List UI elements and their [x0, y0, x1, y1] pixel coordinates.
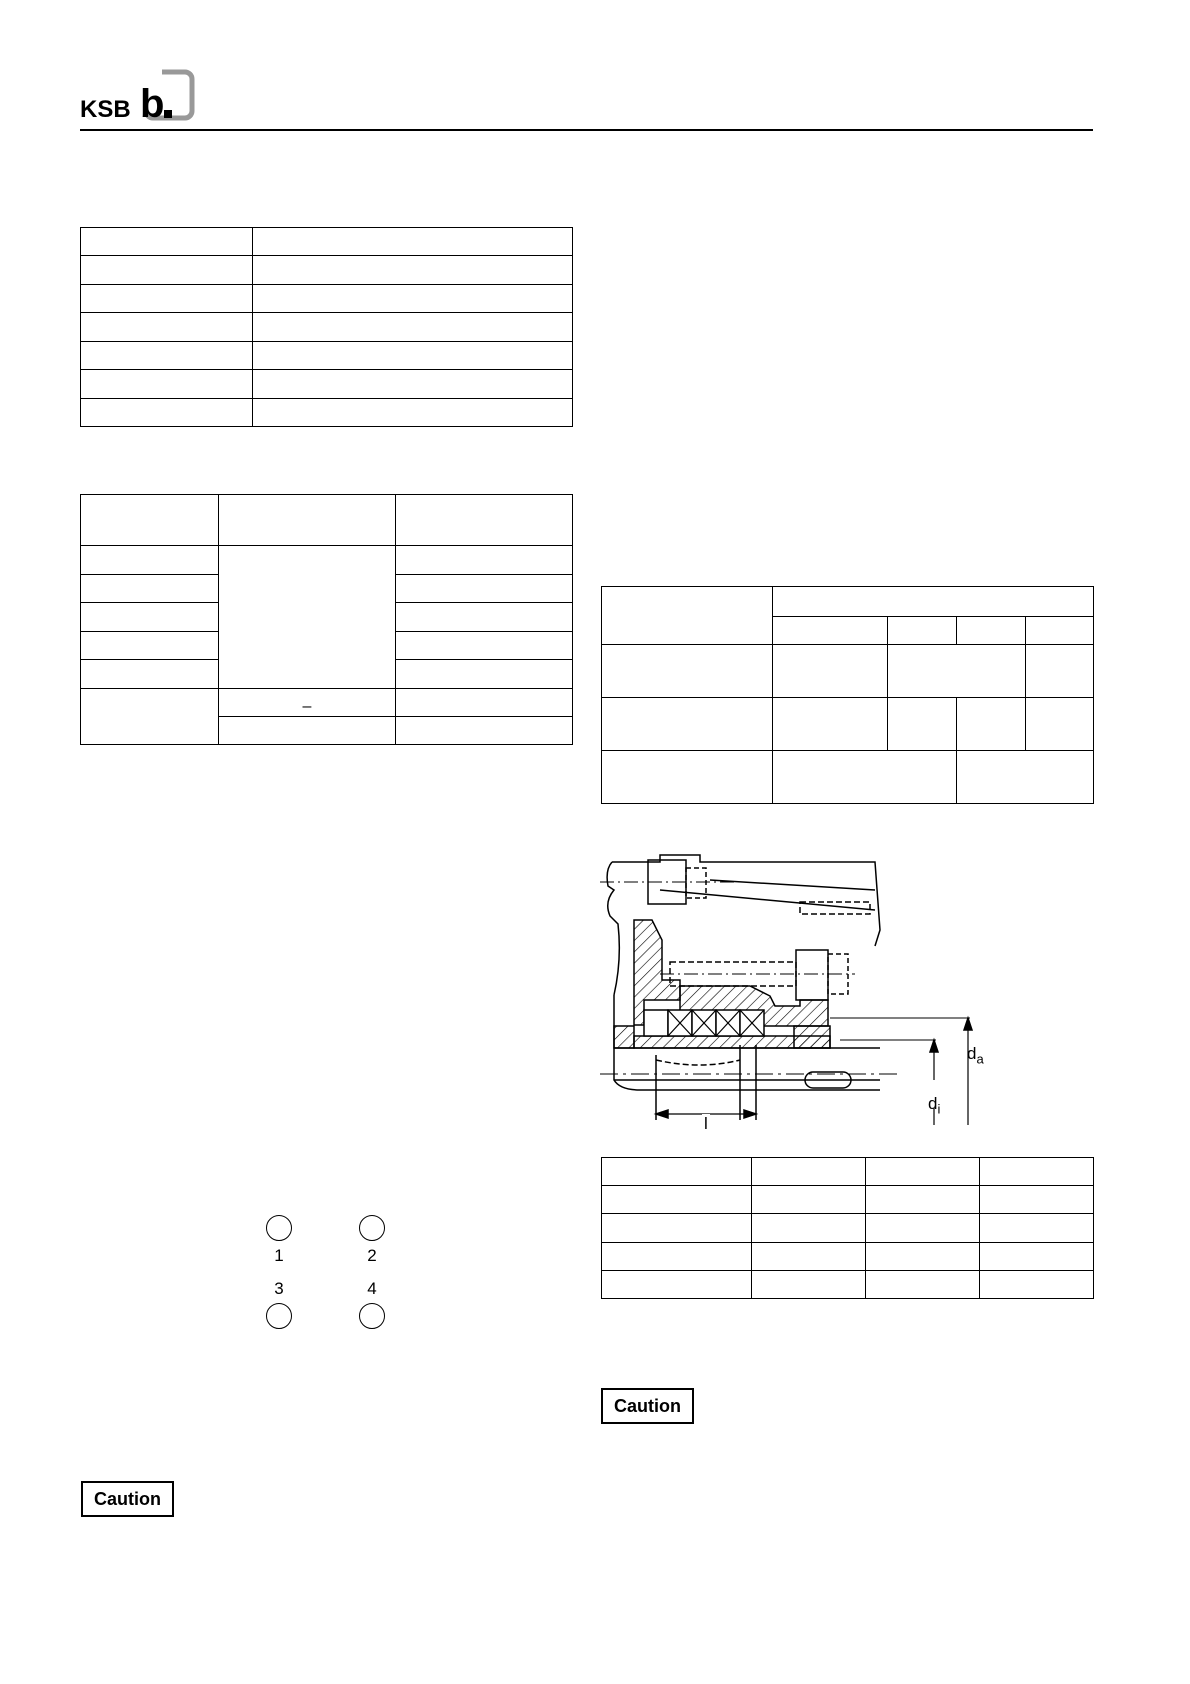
table-cell [888, 698, 957, 751]
table-cell [81, 632, 219, 660]
table-cell [81, 342, 253, 370]
dimension-l-text: l [704, 1114, 708, 1133]
table-cell [957, 698, 1026, 751]
table-cell [253, 370, 573, 399]
table-cell [81, 399, 253, 427]
table-cell [773, 751, 957, 804]
table-cell [253, 342, 573, 370]
table-cell [752, 1158, 866, 1186]
table-cell [980, 1271, 1094, 1299]
table-cell [81, 256, 253, 285]
table-cell [773, 617, 888, 645]
table-4 [601, 1157, 1094, 1299]
dimension-da-sub: a [976, 1051, 984, 1067]
ksb-logo [80, 68, 200, 123]
table-cell [602, 587, 773, 645]
pin-1-circle [266, 1215, 292, 1241]
table-cell [253, 399, 573, 427]
table-cell [957, 751, 1094, 804]
table-cell [81, 603, 219, 632]
table-cell [81, 546, 219, 575]
dimension-da-text: d [967, 1044, 977, 1063]
table-cell [866, 1158, 980, 1186]
dimension-da [967, 1044, 984, 1066]
pin-4-circle [359, 1303, 385, 1329]
table-cell [1026, 698, 1094, 751]
dimension-di [928, 1094, 940, 1116]
table-cell [1026, 617, 1094, 645]
table-cell [602, 645, 773, 698]
caution-text: Caution [94, 1488, 161, 1509]
table-cell [980, 1243, 1094, 1271]
pin-2-circle [359, 1215, 385, 1241]
table-cell [81, 370, 253, 399]
table-cell [752, 1243, 866, 1271]
table-cell [866, 1186, 980, 1214]
table-cell [773, 698, 888, 751]
table-cell [888, 617, 957, 645]
table-cell [602, 1214, 752, 1243]
table-cell [396, 495, 573, 546]
table-cell [752, 1186, 866, 1214]
pin-3-circle [266, 1303, 292, 1329]
table-cell [980, 1214, 1094, 1243]
svg-text:b: b [140, 82, 165, 123]
table-cell [888, 645, 1026, 698]
table-cell [602, 1243, 752, 1271]
table-cell [866, 1243, 980, 1271]
table-cell [773, 645, 888, 698]
table-cell [396, 575, 573, 603]
table-1 [80, 227, 573, 427]
table-cell [219, 546, 396, 689]
table-cell [81, 228, 253, 256]
table-cell [219, 689, 396, 717]
svg-text:KSB: KSB [80, 96, 131, 123]
table-cell [81, 313, 253, 342]
dash-text: – [302, 698, 312, 715]
table-cell [81, 495, 219, 546]
table-cell [253, 228, 573, 256]
table-cell [980, 1186, 1094, 1214]
pin-1-label: 1 [274, 1246, 284, 1265]
caution-text: Caution [614, 1395, 681, 1416]
header-rule [80, 129, 1093, 131]
table-cell [219, 495, 396, 546]
table-cell [253, 285, 573, 313]
table-cell [866, 1271, 980, 1299]
table-cell [752, 1214, 866, 1243]
table-cell [81, 689, 219, 745]
table-cell [396, 660, 573, 689]
table-cell [81, 660, 219, 689]
table-cell [253, 256, 573, 285]
table-cell [602, 1186, 752, 1214]
table-cell [81, 575, 219, 603]
table-cell [866, 1214, 980, 1243]
table-cell [396, 689, 573, 717]
table-cell [602, 698, 773, 751]
dimension-di-sub: i [937, 1101, 941, 1117]
pin-3-label: 3 [274, 1279, 284, 1298]
table-cell [957, 617, 1026, 645]
table-cell [396, 717, 573, 745]
table-cell [602, 751, 773, 804]
table-cell [1026, 645, 1094, 698]
table-cell [396, 546, 573, 575]
table-cell [396, 603, 573, 632]
dimension-l [702, 1114, 710, 1134]
table-cell [81, 285, 253, 313]
table-3 [601, 586, 1094, 804]
table-cell [752, 1271, 866, 1299]
pin-4-label: 4 [367, 1279, 377, 1298]
table-cell [396, 632, 573, 660]
table-cell [602, 1158, 752, 1186]
caution-badge-right [601, 1388, 694, 1424]
caution-badge-left [81, 1481, 174, 1517]
table-cell [219, 717, 396, 745]
table-cell [253, 313, 573, 342]
dimension-di-text: d [928, 1094, 938, 1113]
table-2 [80, 494, 573, 745]
table-cell [773, 587, 1094, 617]
pin-2-label: 2 [367, 1246, 377, 1265]
table-cell [602, 1271, 752, 1299]
table-cell [980, 1158, 1094, 1186]
